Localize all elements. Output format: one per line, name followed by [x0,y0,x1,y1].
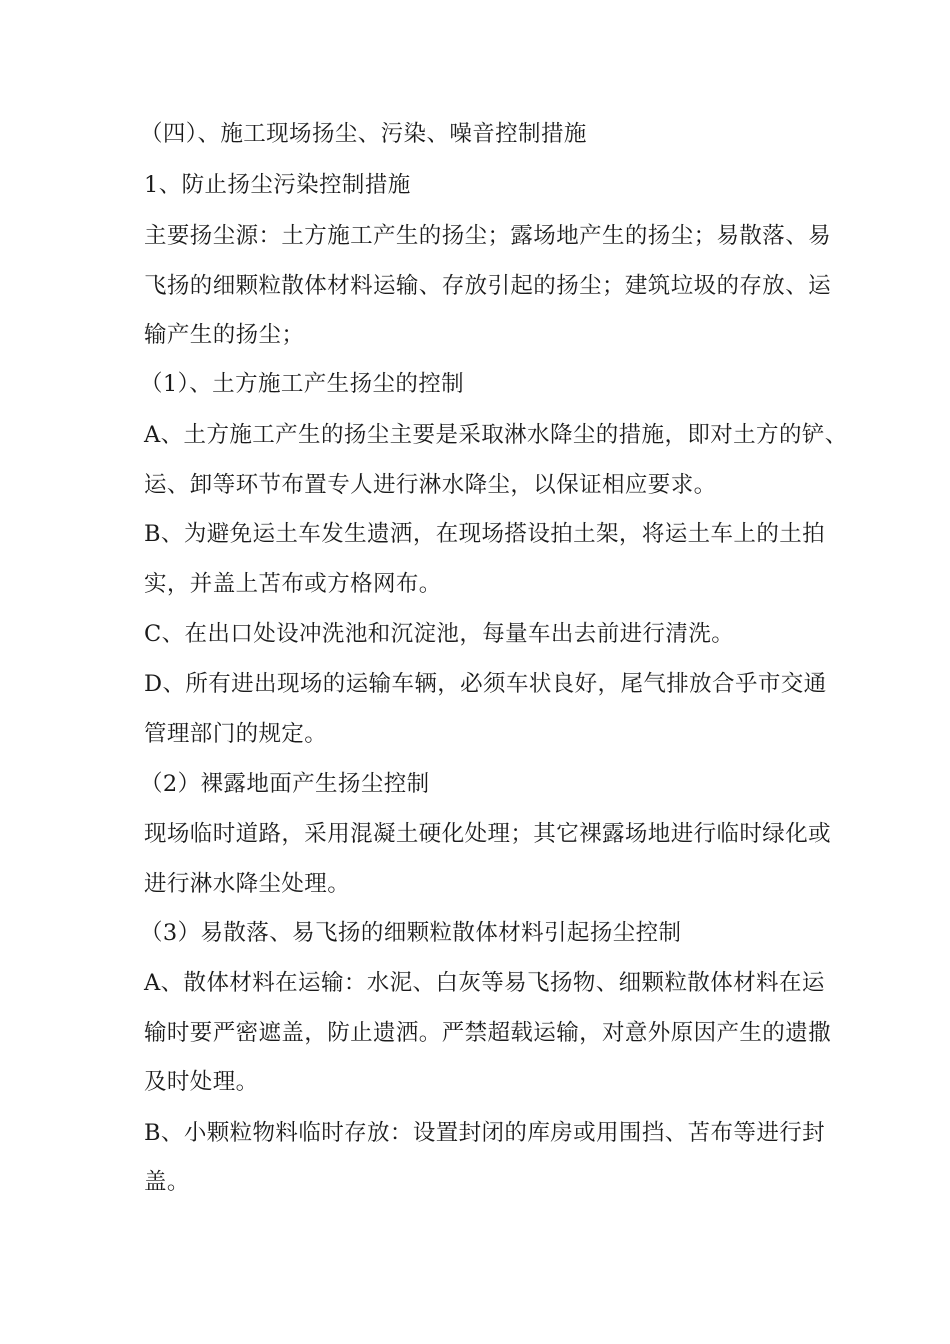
paragraph-line: 输产生的扬尘； [144,322,305,348]
paragraph-line: 进行淋水降尘处理。 [144,871,351,897]
subsection-heading: 1、防止扬尘污染控制措施 [144,172,411,198]
item-heading: （3）易散落、易飞扬的细颗粒散体材料引起扬尘控制 [140,920,682,946]
paragraph-line: A、散体材料在运输：水泥、白灰等易飞扬物、细颗粒散体材料在运 [144,970,825,996]
paragraph-line: D、所有进出现场的运输车辆，必须车状良好，尾气排放合乎市交通 [144,671,827,697]
paragraph-line: 管理部门的规定。 [144,721,328,747]
paragraph-line: B、为避免运土车发生遗洒，在现场搭设拍土架，将运土车上的土拍 [144,521,826,547]
item-heading: （2）裸露地面产生扬尘控制 [140,771,430,797]
paragraph-line: 运、卸等环节布置专人进行淋水降尘，以保证相应要求。 [144,472,717,498]
paragraph-line: 盖。 [144,1169,190,1195]
paragraph-line: B、小颗粒物料临时存放：设置封闭的库房或用围挡、苫布等进行封 [144,1120,826,1146]
paragraph-line: A、土方施工产生的扬尘主要是采取淋水降尘的措施，即对土方的铲、 [144,422,848,448]
paragraph-line: 现场临时道路，采用混凝土硬化处理；其它裸露场地进行临时绿化或 [144,821,832,847]
paragraph-line: 及时处理。 [144,1069,259,1095]
paragraph-line: 实，并盖上苫布或方格网布。 [144,571,442,597]
section-heading: （四）、施工现场扬尘、污染、噪音控制措施 [140,121,587,147]
paragraph-line: 输时要严密遮盖，防止遗洒。严禁超载运输，对意外原因产生的遗撒 [144,1020,832,1046]
paragraph-line: C、在出口处设冲洗池和沉淀池，每量车出去前进行清洗。 [144,621,735,647]
paragraph-line: 飞扬的细颗粒散体材料运输、存放引起的扬尘；建筑垃圾的存放、运 [144,273,832,299]
item-heading: （1）、土方施工产生扬尘的控制 [140,371,465,397]
paragraph-line: 主要扬尘源：土方施工产生的扬尘；露场地产生的扬尘；易散落、易 [144,223,832,249]
